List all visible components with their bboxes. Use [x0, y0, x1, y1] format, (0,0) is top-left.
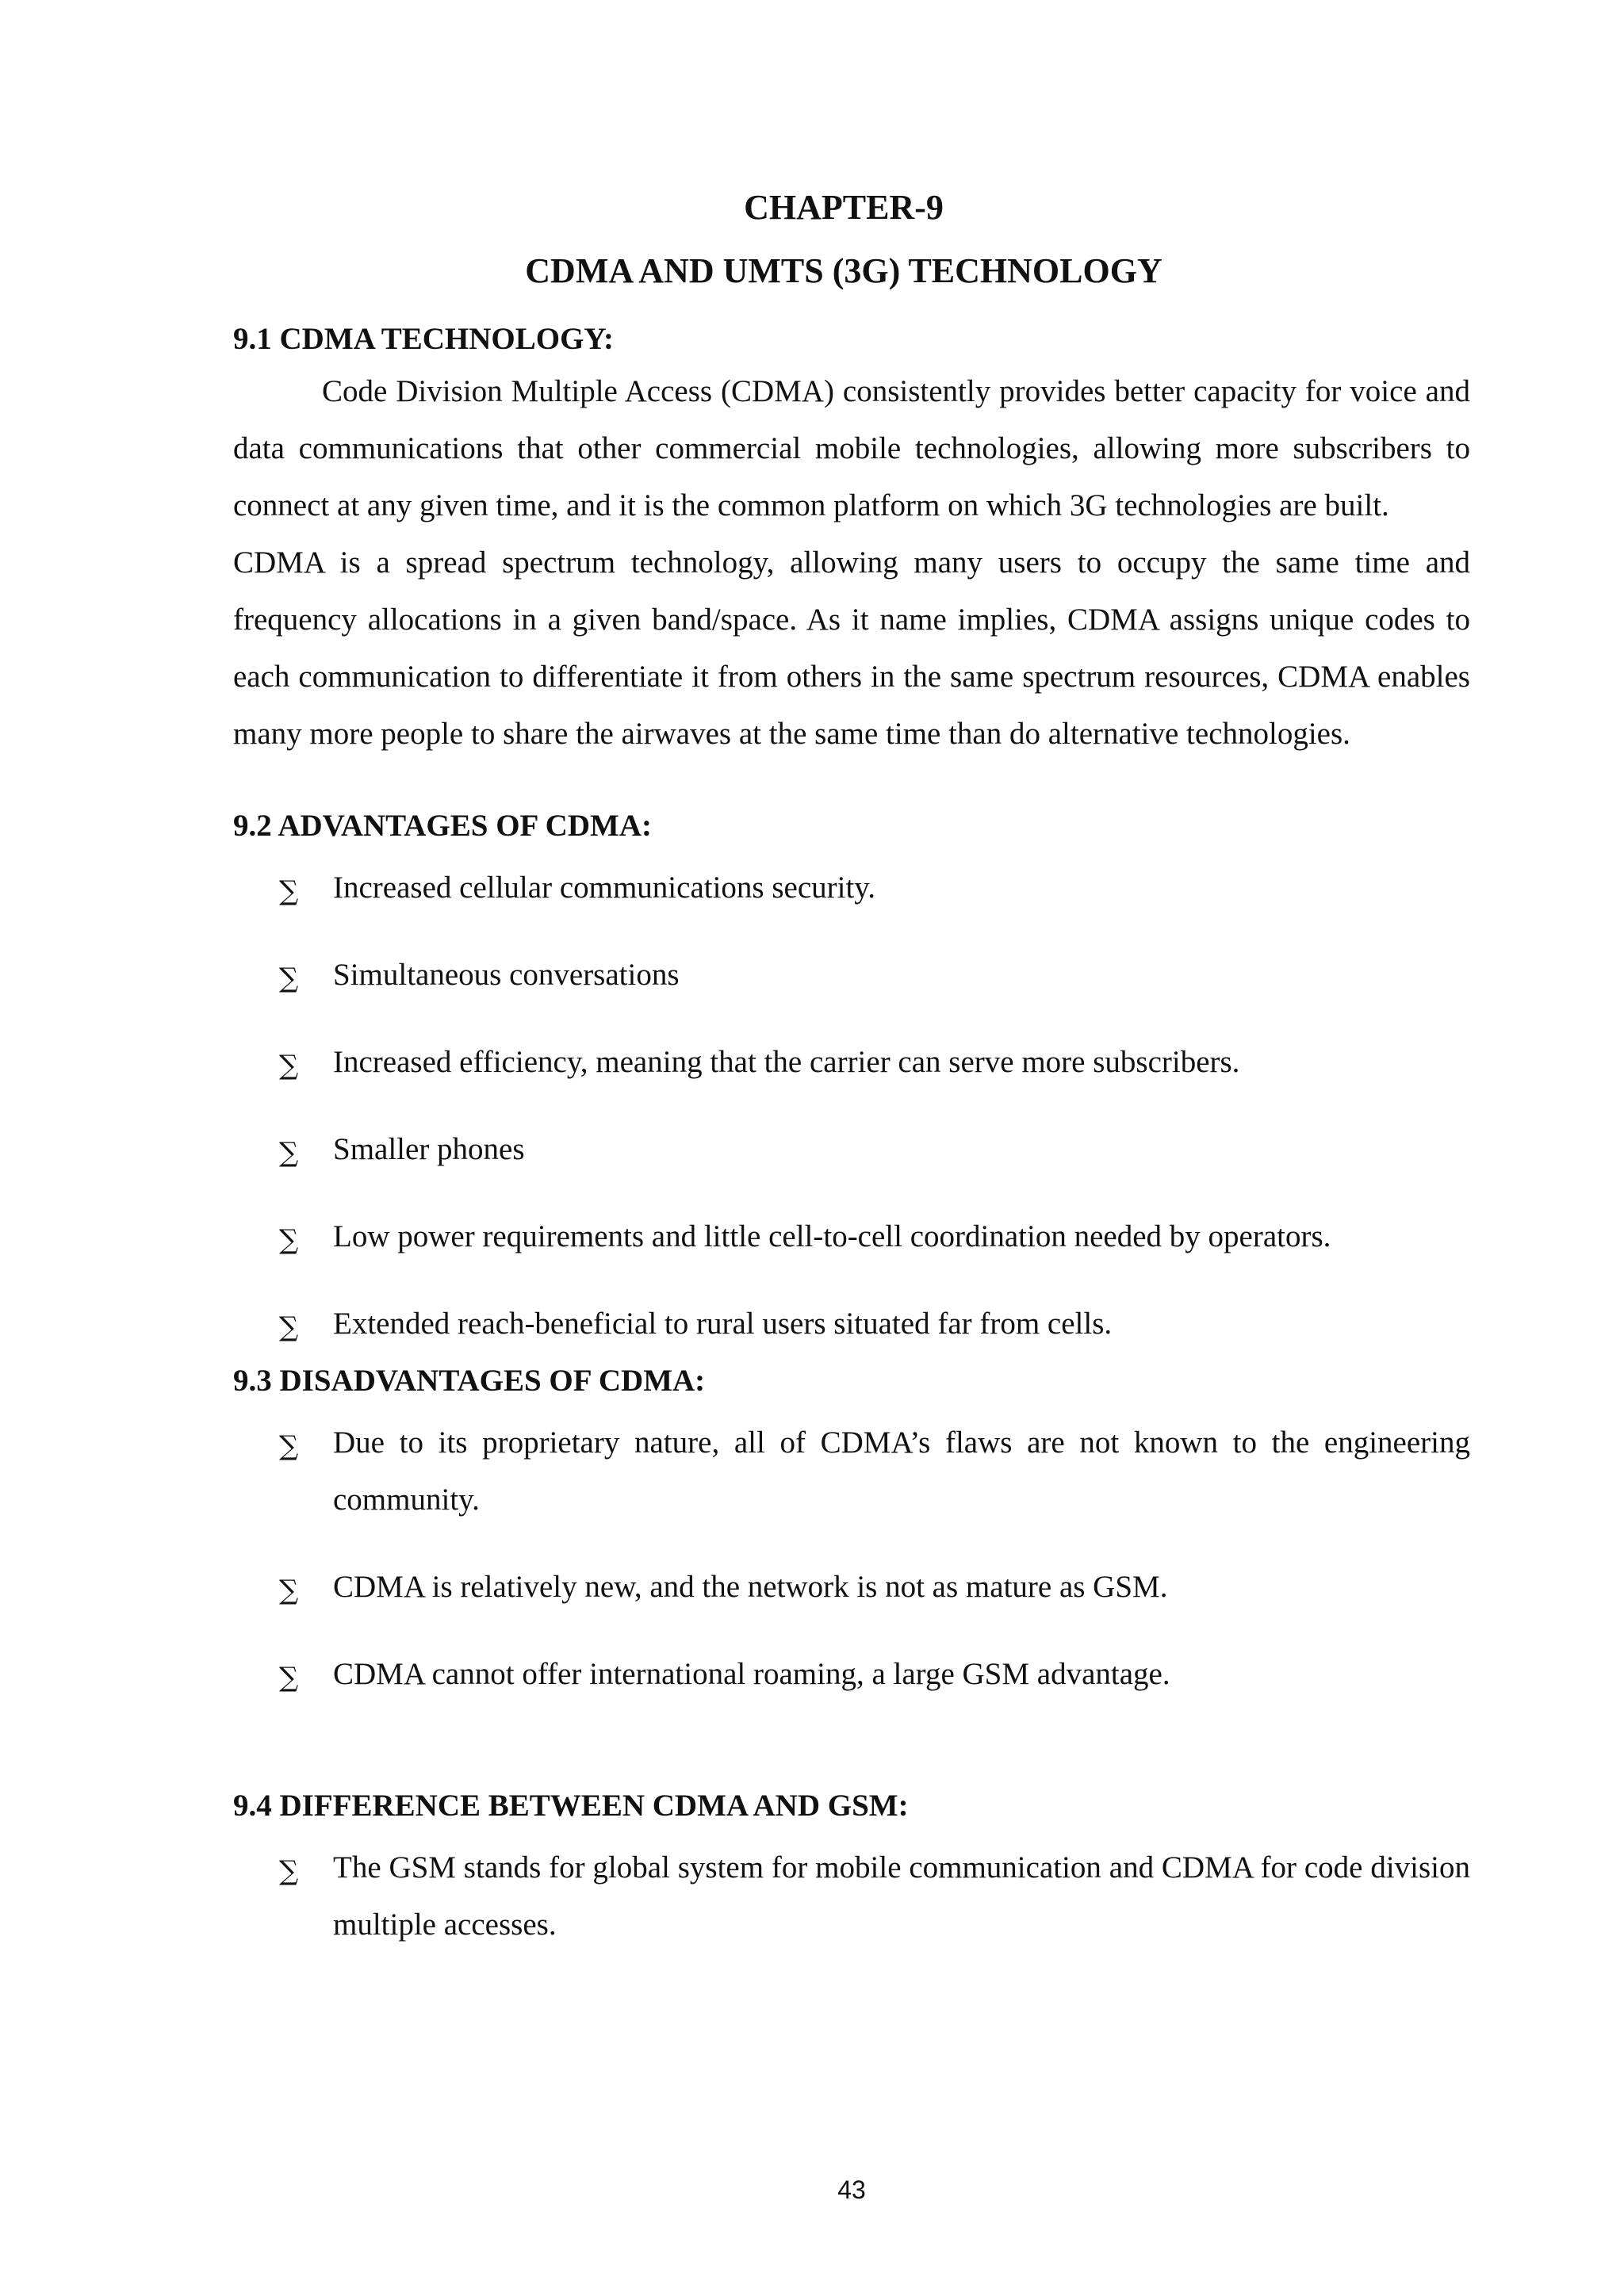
paragraph: Code Division Multiple Access (CDMA) consistently provides better capacity for voice and data communications that other commercial mobile technologies, allowing more subscribers to connect at any given time, and it is the common platform on which 3G technologies are built.: [233, 374, 1470, 522]
advantages-list: [233, 859, 1470, 1353]
bullet-icon: ∑: [279, 1575, 299, 1606]
bullet-icon: ∑: [279, 962, 299, 994]
list-item: [233, 1646, 1470, 1703]
chapter-label: CHAPTER-9: [744, 188, 944, 227]
list-item: [233, 1839, 1470, 1954]
page-number: 43: [837, 2175, 866, 2204]
list-item-text: Extended reach-beneficial to rural users situated far from cells.: [333, 1307, 1113, 1341]
list-item-text: Simultaneous conversations: [333, 958, 680, 992]
bullet-icon: ∑: [279, 1855, 299, 1887]
bullet-icon: ∑: [279, 875, 299, 907]
list-item: [233, 1414, 1470, 1529]
list-item-text: CDMA cannot offer international roaming, a large GSM advantage.: [333, 1657, 1170, 1691]
difference-list: [233, 1839, 1470, 1954]
list-item-text: Low power requirements and little cell-to-cell coordination needed by operators.: [333, 1219, 1331, 1253]
document-body: [233, 316, 1470, 1954]
bullet-icon: ∑: [279, 1224, 299, 1256]
disadvantages-list: [233, 1414, 1470, 1703]
list-item-text: Increased efficiency, meaning that the carrier can serve more subscribers.: [333, 1045, 1240, 1079]
list-item: [233, 1121, 1470, 1178]
section-heading: 9.2 ADVANTAGES OF CDMA:: [233, 809, 652, 843]
section-heading: 9.4 DIFFERENCE BETWEEN CDMA AND GSM:: [233, 1789, 909, 1823]
bullet-icon: ∑: [279, 1662, 299, 1693]
list-item-text: Smaller phones: [333, 1132, 525, 1166]
list-item-text: Increased cellular communications security.: [333, 871, 876, 905]
section-cdma-vs-gsm: [233, 1782, 1470, 1954]
bullet-icon: ∑: [279, 1430, 299, 1462]
list-item: [233, 947, 1470, 1004]
list-item: [233, 1295, 1470, 1353]
section-advantages: [233, 802, 1470, 1353]
section-heading: 9.3 DISADVANTAGES OF CDMA:: [233, 1364, 706, 1398]
list-item: [233, 1034, 1470, 1091]
list-item: [233, 1559, 1470, 1616]
paragraph: CDMA is a spread spectrum technology, allowing many users to occupy the same time and frequency allocations in a given band/space. As it name implies, CDMA assigns unique codes to each communication to differentiate it from others in the same spectrum resources, CDMA enables many more people to share the airwaves at the same time than do alternative technologies.: [233, 545, 1470, 751]
bullet-icon: ∑: [279, 1137, 299, 1169]
list-item: [233, 1208, 1470, 1265]
section-cdma-technology: [233, 316, 1470, 763]
list-item-text: The GSM stands for global system for mobile communication and CDMA for code division multiple accesses.: [333, 1850, 1470, 1942]
list-item-text: CDMA is relatively new, and the network is not as mature as GSM.: [333, 1570, 1168, 1604]
chapter-title: CDMA AND UMTS (3G) TECHNOLOGY: [525, 251, 1162, 290]
bullet-icon: ∑: [279, 1311, 299, 1343]
bullet-icon: ∑: [279, 1050, 299, 1081]
list-item: [233, 859, 1470, 916]
section-disadvantages: [233, 1357, 1470, 1703]
section-heading: 9.1 CDMA TECHNOLOGY:: [233, 322, 614, 356]
list-item-text: Due to its proprietary nature, all of CDMA’s flaws are not known to the engineering community.: [333, 1425, 1470, 1517]
